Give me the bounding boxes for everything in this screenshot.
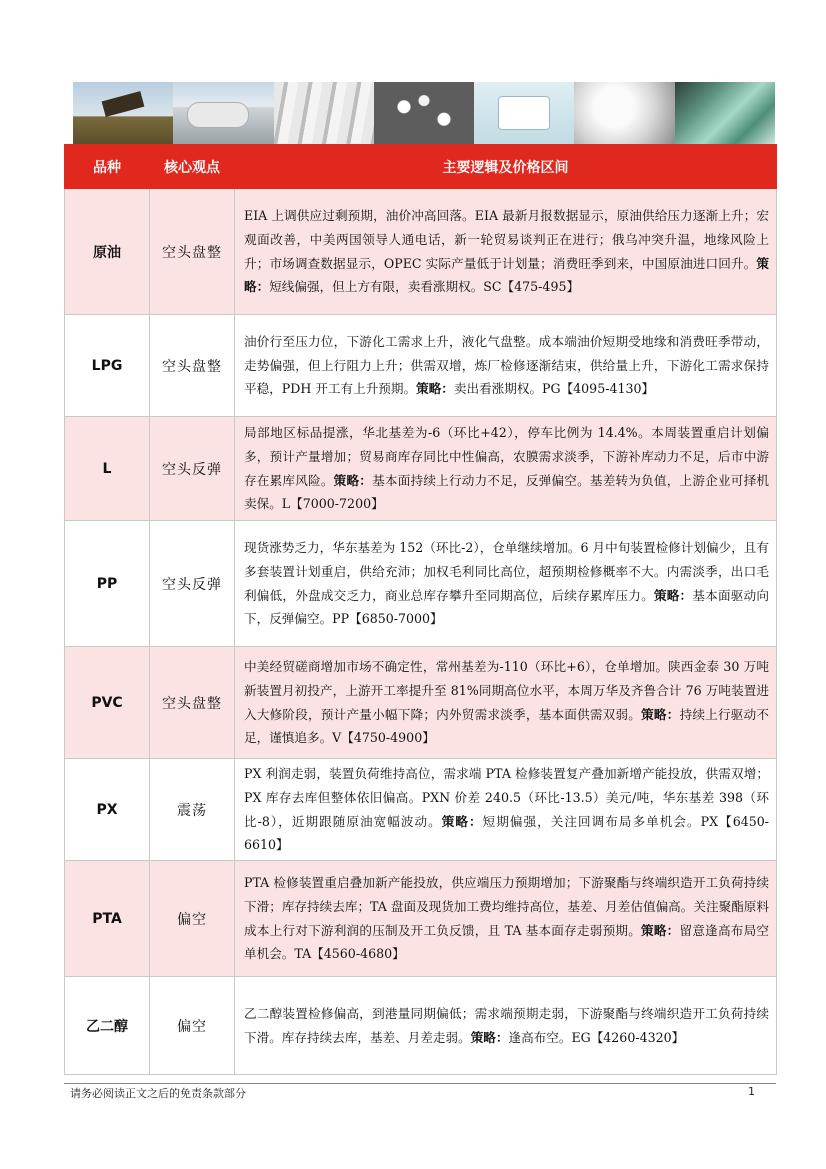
header-variety: 品种: [65, 145, 150, 189]
table-row: [65, 647, 777, 759]
strategy-label: 策略：: [416, 381, 454, 397]
commodity-view-table: [64, 144, 777, 1075]
logic-text: 乙二醇装置检修偏高，到港量同期偏低；需求端预期走弱，下游聚酯与终端织造开工负荷持续下滑。库存持续去库，基差、月差走弱。: [244, 1005, 769, 1045]
row-name: L: [65, 417, 150, 521]
strategy-label: 策略：: [244, 255, 769, 295]
table-row: [65, 189, 777, 315]
row-view: 偏空: [150, 861, 235, 977]
row-view: 震荡: [150, 759, 235, 861]
header-logic: 主要逻辑及价格区间: [235, 145, 777, 189]
strategy-label: 策略：: [333, 472, 373, 488]
row-view: 空头反弹: [150, 417, 235, 521]
strategy-text: 持续上行驱动不足，谨慎追多。V【4750-4900】: [244, 706, 770, 746]
row-logic: [235, 647, 777, 759]
table-row: [65, 315, 777, 417]
plastic-pellets-image: [374, 82, 474, 144]
table-row: [65, 977, 777, 1075]
logic-text: 局部地区标品提涨，华北基差为-6（环比+42），停车比例为 14.4%。本周装置重启计划偏多，预计产量增加；贸易商库存同比中性偏高，农膜需求淡季，下游补库动力不足，后市中游存在累库风险。: [244, 424, 769, 488]
pvc-pipes-image: [274, 82, 374, 144]
footer-divider: [64, 1083, 776, 1084]
strategy-text: 短线偏强，但上方有限，卖看涨期权。SC【475-495】: [269, 279, 580, 295]
row-logic: [235, 759, 777, 861]
row-logic: [235, 189, 777, 315]
strategy-label: 策略：: [441, 813, 483, 829]
strategy-label: 策略：: [641, 922, 680, 938]
strategy-text: 留意逢高布局空单机会。TA【4560-4680】: [244, 922, 770, 962]
strategy-label: 策略：: [641, 706, 680, 722]
row-name: PX: [65, 759, 150, 861]
strategy-text: 逢高布空。EG【4260-4320】: [508, 1029, 685, 1045]
row-name: PVC: [65, 647, 150, 759]
row-name: 原油: [65, 189, 150, 315]
logic-text: 中美经贸磋商增加市场不确定性，常州基差为-110（环比+6），仓单增加。陕西金泰 30 万吨新装置月初投产，上游开工率提升至 81%同期高位水平，本周万华及齐鲁合计 76 万吨装置进入大修阶段，预计产量小幅下降；内外贸需求淡季，基本面供需双弱。: [244, 658, 769, 722]
page-number: 1: [748, 1085, 755, 1098]
header-core-view: 核心观点: [150, 145, 235, 189]
pp-granules-image: [574, 82, 674, 144]
row-logic: [235, 977, 777, 1075]
oil-pump-image: [73, 82, 173, 144]
logic-text: PTA 检修装置重启叠加新产能投放，供应端压力预期增加；下游聚酯与终端织造开工负荷持续下滑；库存持续去库；TA 盘面及现货加工费均维持高位，基差、月差估值偏高。关注聚酯原料成本上行对下游利润的压制及开工负反馈，且 TA 基本面存走弱预期。: [244, 875, 769, 938]
strategy-text: 基本面驱动向下，反弹偏空。PP【6850-7000】: [244, 587, 770, 627]
row-logic: [235, 521, 777, 647]
row-view: 空头盘整: [150, 647, 235, 759]
logic-text: EIA 上调供应过剩预期，油价冲高回落。EIA 最新月报数据显示，原油供给压力逐渐上升；宏观面改善，中美两国领导人通电话，新一轮贸易谈判正在进行；俄乌冲突升温，地缘风险上升；市场调查数据显示，OPEC 实际产量低于计划量；消费旺季到来，中国原油进口回升。: [244, 207, 769, 271]
table-header-row: [65, 145, 777, 189]
ethylene-glycol-bottle-image: [474, 82, 574, 144]
row-name: LPG: [65, 315, 150, 417]
table-row: [65, 861, 777, 977]
logic-text: 现货涨势乏力，华东基差为 152（环比-2），仓单继续增加。6 月中旬装置检修计划偏少，且有多套装置计划重启，供给充沛；加权毛利同比高位，超预期检修概率不大。内需淡季，出口毛利偏低，外盘成交乏力，商业总库存攀升至同期高位，后续存累库压力。: [244, 539, 769, 603]
row-logic: [235, 417, 777, 521]
row-name: PP: [65, 521, 150, 647]
strategy-text: 基本面持续上行动力不足，反弹偏空。基差转为负值，上游企业可择机卖保。L【7000-7200】: [244, 472, 770, 512]
row-view: 空头盘整: [150, 315, 235, 417]
row-name: PTA: [65, 861, 150, 977]
row-logic: [235, 315, 777, 417]
logic-text: PX 利润走弱，装置负荷维持高位，需求端 PTA 检修装置复产叠加新增产能投放，供需双增；PX 库存去库但整体依旧偏高。PXN 价差 240.5（环比-13.5）美元/吨，华东基差 398（环比-8），近期跟随原油宽幅波动。: [244, 766, 769, 829]
row-view: 空头反弹: [150, 521, 235, 647]
glass-sheets-image: [675, 82, 775, 144]
strategy-text: 短期偏强，关注回调布局多单机会。PX【6450-6610】: [244, 813, 770, 853]
table-row: [65, 521, 777, 647]
footer-disclaimer: 请务必阅读正文之后的免责条款部分: [70, 1087, 246, 1100]
strategy-text: 卖出看涨期权。PG【4095-4130】: [453, 381, 655, 397]
table-row: [65, 417, 777, 521]
lpg-tank-image: [173, 82, 273, 144]
table-row: [65, 759, 777, 861]
row-view: 偏空: [150, 977, 235, 1075]
row-view: 空头盘整: [150, 189, 235, 315]
row-name: 乙二醇: [65, 977, 150, 1075]
row-logic: [235, 861, 777, 977]
strategy-label: 策略：: [653, 587, 693, 603]
header-banner: [73, 82, 775, 144]
strategy-label: 策略：: [470, 1029, 509, 1045]
logic-text: 油价行至压力位，下游化工需求上升，液化气盘整。成本端油价短期受地缘和消费旺季带动，走势偏强，但上行阻力上升；供需双增，炼厂检修逐渐结束，供给量上升，下游化工需求保持平稳，PDH 开工有上升预期。: [244, 333, 769, 397]
